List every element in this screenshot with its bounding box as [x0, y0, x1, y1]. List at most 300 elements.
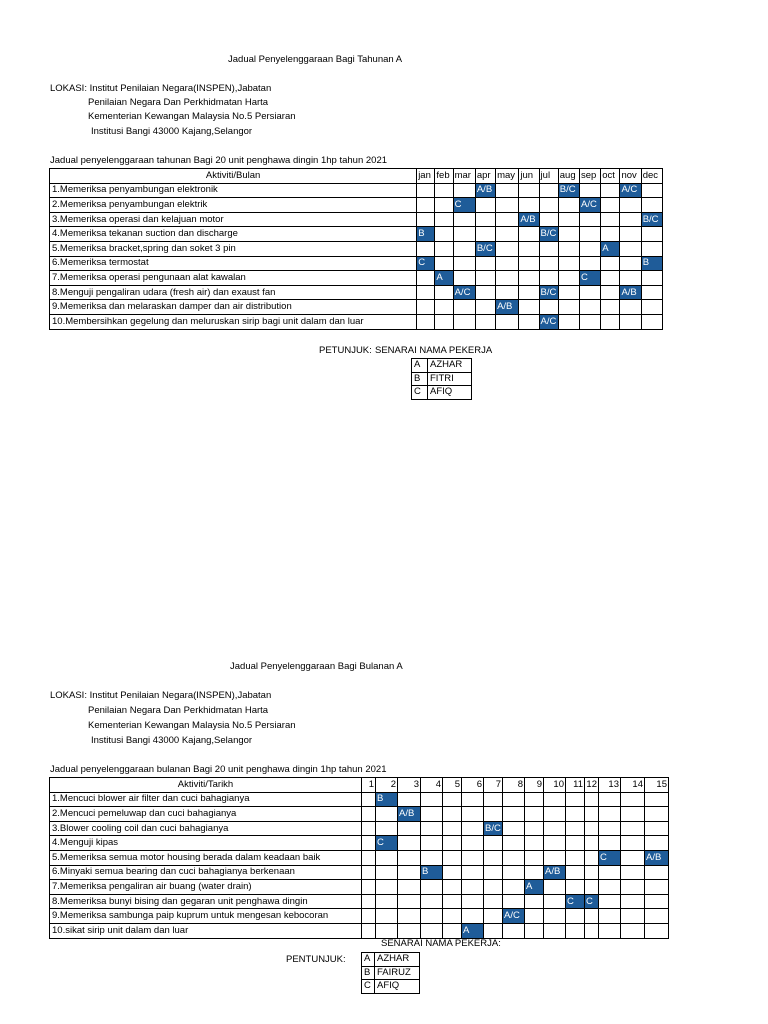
worker-code: C — [362, 980, 375, 994]
annual-empty-cell — [641, 285, 662, 300]
annual-assignment-cell: C — [580, 271, 601, 286]
monthly-empty-cell — [376, 880, 398, 895]
worker-name: FITRI — [428, 372, 472, 386]
monthly-empty-cell — [599, 880, 621, 895]
monthly-empty-cell — [503, 880, 525, 895]
annual-legend-label: PETUNJUK: — [319, 345, 372, 356]
worker-code: C — [412, 386, 428, 400]
monthly-empty-cell — [599, 792, 621, 807]
annual-assignment-cell: B — [641, 256, 662, 271]
annual-empty-cell — [475, 256, 495, 271]
monthly-empty-cell — [421, 894, 443, 909]
monthly-empty-cell — [503, 792, 525, 807]
table-row — [50, 865, 669, 880]
monthly-empty-cell — [621, 807, 645, 822]
annual-empty-cell — [435, 183, 453, 198]
table-row — [50, 241, 663, 256]
annual-empty-cell — [519, 271, 539, 286]
monthly-empty-cell — [544, 836, 566, 851]
annual-empty-cell — [475, 285, 495, 300]
monthly-empty-cell — [585, 821, 599, 836]
monthly-empty-cell — [621, 880, 645, 895]
monthly-empty-cell — [398, 850, 421, 865]
annual-empty-cell — [496, 227, 519, 242]
annual-empty-cell — [519, 256, 539, 271]
monthly-column-header: 1 — [362, 778, 376, 793]
annual-assignment-cell: B/C — [539, 227, 558, 242]
monthly-empty-cell — [462, 909, 484, 924]
monthly-empty-cell — [362, 792, 376, 807]
annual-activity-cell: 1.Memeriksa penyambungan elektronik — [50, 183, 417, 198]
monthly-empty-cell — [585, 880, 599, 895]
monthly-empty-cell — [376, 909, 398, 924]
monthly-assignment-cell: A/B — [645, 850, 669, 865]
annual-empty-cell — [539, 256, 558, 271]
monthly-empty-cell — [525, 850, 544, 865]
monthly-empty-cell — [525, 792, 544, 807]
monthly-empty-cell — [462, 821, 484, 836]
monthly-column-header: 5 — [443, 778, 462, 793]
annual-empty-cell — [496, 271, 519, 286]
list-item — [362, 980, 420, 994]
annual-empty-cell — [558, 314, 579, 329]
monthly-column-header: 9 — [525, 778, 544, 793]
monthly-empty-cell — [443, 807, 462, 822]
table-row — [50, 792, 669, 807]
annual-empty-cell — [601, 300, 620, 315]
monthly-empty-cell — [484, 880, 503, 895]
annual-empty-cell — [558, 256, 579, 271]
monthly-empty-cell — [566, 880, 585, 895]
monthly-empty-cell — [585, 836, 599, 851]
annual-empty-cell — [453, 227, 475, 242]
monthly-empty-cell — [544, 923, 566, 938]
annual-column-header: jul — [539, 169, 558, 184]
monthly-empty-cell — [362, 865, 376, 880]
monthly-column-header: 4 — [421, 778, 443, 793]
annual-empty-cell — [580, 256, 601, 271]
monthly-activity-cell: 5.Memeriksa semua motor housing berada dalam keadaan baik — [50, 850, 362, 865]
monthly-empty-cell — [462, 865, 484, 880]
monthly-empty-cell — [566, 850, 585, 865]
monthly-empty-cell — [645, 821, 669, 836]
monthly-title: Jadual Penyelenggaraan Bagi Bulanan A — [230, 661, 403, 672]
annual-empty-cell — [475, 314, 495, 329]
monthly-empty-cell — [443, 909, 462, 924]
monthly-empty-cell — [443, 850, 462, 865]
annual-schedule-table — [49, 168, 663, 330]
monthly-empty-cell — [544, 894, 566, 909]
monthly-schedule-table — [49, 777, 669, 939]
annual-column-header: feb — [435, 169, 453, 184]
monthly-empty-cell — [462, 836, 484, 851]
monthly-empty-cell — [398, 836, 421, 851]
monthly-empty-cell — [398, 792, 421, 807]
annual-empty-cell — [475, 227, 495, 242]
annual-empty-cell — [496, 241, 519, 256]
monthly-empty-cell — [566, 909, 585, 924]
annual-empty-cell — [435, 198, 453, 213]
annual-empty-cell — [601, 183, 620, 198]
annual-empty-cell — [519, 198, 539, 213]
annual-assignment-cell: B/C — [475, 241, 495, 256]
annual-title: Jadual Penyelenggaraan Bagi Tahunan A — [228, 54, 403, 65]
monthly-empty-cell — [362, 894, 376, 909]
monthly-empty-cell — [599, 807, 621, 822]
annual-empty-cell — [601, 271, 620, 286]
table-row — [50, 183, 663, 198]
annual-empty-cell — [496, 256, 519, 271]
annual-empty-cell — [519, 285, 539, 300]
list-item — [362, 966, 420, 980]
monthly-activity-header: Aktiviti/Tarikh — [50, 778, 362, 793]
monthly-empty-cell — [585, 923, 599, 938]
monthly-empty-cell — [462, 880, 484, 895]
annual-empty-cell — [435, 241, 453, 256]
monthly-column-header: 14 — [621, 778, 645, 793]
annual-assignment-cell: B/C — [539, 285, 558, 300]
annual-empty-cell — [417, 285, 435, 300]
monthly-empty-cell — [503, 807, 525, 822]
monthly-empty-cell — [503, 850, 525, 865]
monthly-empty-cell — [525, 923, 544, 938]
annual-empty-cell — [539, 198, 558, 213]
monthly-empty-cell — [621, 821, 645, 836]
monthly-assignment-cell: A/B — [544, 865, 566, 880]
annual-empty-cell — [496, 198, 519, 213]
monthly-empty-cell — [525, 807, 544, 822]
monthly-location-line-1: LOKASI: Institut Penilaian Negara(INSPEN),Jabatan — [50, 690, 272, 701]
monthly-empty-cell — [566, 792, 585, 807]
annual-empty-cell — [475, 271, 495, 286]
monthly-empty-cell — [599, 894, 621, 909]
table-row — [50, 880, 669, 895]
annual-empty-cell — [580, 314, 601, 329]
annual-empty-cell — [558, 212, 579, 227]
annual-empty-cell — [539, 271, 558, 286]
monthly-empty-cell — [362, 836, 376, 851]
annual-empty-cell — [641, 241, 662, 256]
annual-empty-cell — [435, 300, 453, 315]
table-row — [50, 850, 669, 865]
annual-empty-cell — [580, 285, 601, 300]
monthly-empty-cell — [421, 850, 443, 865]
annual-empty-cell — [453, 300, 475, 315]
annual-assignment-cell: C — [453, 198, 475, 213]
monthly-empty-cell — [362, 923, 376, 938]
annual-empty-cell — [435, 256, 453, 271]
annual-empty-cell — [601, 198, 620, 213]
annual-empty-cell — [539, 212, 558, 227]
annual-location-line-2: Penilaian Negara Dan Perkhidmatan Harta — [88, 97, 269, 108]
monthly-activity-cell: 2.Mencuci pemeluwap dan cuci bahagianya — [50, 807, 362, 822]
monthly-assignment-cell: C — [376, 836, 398, 851]
monthly-empty-cell — [443, 836, 462, 851]
worker-name: FAIRUZ — [375, 966, 420, 980]
monthly-empty-cell — [585, 865, 599, 880]
annual-column-header: jan — [417, 169, 435, 184]
annual-activity-cell: 7.Memeriksa operasi pengunaan alat kawalan — [50, 271, 417, 286]
monthly-empty-cell — [645, 909, 669, 924]
annual-activity-header: Aktiviti/Bulan — [50, 169, 417, 184]
monthly-empty-cell — [421, 909, 443, 924]
monthly-empty-cell — [503, 836, 525, 851]
annual-empty-cell — [580, 227, 601, 242]
monthly-empty-cell — [484, 850, 503, 865]
annual-empty-cell — [539, 183, 558, 198]
annual-empty-cell — [641, 300, 662, 315]
annual-empty-cell — [519, 241, 539, 256]
table-row — [50, 314, 663, 329]
annual-assignment-cell: B/C — [641, 212, 662, 227]
annual-empty-cell — [601, 227, 620, 242]
monthly-empty-cell — [585, 909, 599, 924]
monthly-empty-cell — [566, 836, 585, 851]
monthly-empty-cell — [544, 807, 566, 822]
annual-empty-cell — [620, 314, 641, 329]
annual-empty-cell — [620, 241, 641, 256]
annual-empty-cell — [417, 183, 435, 198]
monthly-column-header: 11 — [566, 778, 585, 793]
monthly-column-header: 7 — [484, 778, 503, 793]
monthly-empty-cell — [645, 807, 669, 822]
annual-empty-cell — [453, 271, 475, 286]
monthly-location-line-2: Penilaian Negara Dan Perkhidmatan Harta — [88, 705, 269, 716]
annual-empty-cell — [519, 300, 539, 315]
annual-activity-cell: 5.Memeriksa bracket,spring dan soket 3 pin — [50, 241, 417, 256]
annual-empty-cell — [435, 285, 453, 300]
annual-location-line-3: Kementerian Kewangan Malaysia No.5 Persiaran — [88, 111, 296, 122]
monthly-empty-cell — [443, 923, 462, 938]
annual-legend-title: SENARAI NAMA PEKERJA — [375, 345, 493, 356]
annual-empty-cell — [453, 212, 475, 227]
monthly-empty-cell — [599, 923, 621, 938]
annual-empty-cell — [580, 212, 601, 227]
annual-column-header: may — [496, 169, 519, 184]
monthly-assignment-cell: A/B — [398, 807, 421, 822]
monthly-empty-cell — [376, 923, 398, 938]
monthly-empty-cell — [484, 865, 503, 880]
annual-empty-cell — [601, 256, 620, 271]
monthly-empty-cell — [398, 923, 421, 938]
monthly-empty-cell — [599, 821, 621, 836]
monthly-empty-cell — [421, 836, 443, 851]
annual-empty-cell — [519, 183, 539, 198]
monthly-column-header: 6 — [462, 778, 484, 793]
monthly-empty-cell — [585, 850, 599, 865]
monthly-empty-cell — [525, 909, 544, 924]
annual-worker-list — [411, 358, 472, 400]
monthly-empty-cell — [544, 821, 566, 836]
annual-empty-cell — [475, 300, 495, 315]
annual-assignment-cell: A/B — [475, 183, 495, 198]
monthly-empty-cell — [362, 821, 376, 836]
monthly-activity-cell: 6.Minyaki semua bearing dan cuci bahagianya berkenaan — [50, 865, 362, 880]
list-item — [412, 386, 472, 400]
annual-empty-cell — [641, 183, 662, 198]
annual-empty-cell — [601, 285, 620, 300]
annual-activity-cell: 6.Memeriksa termostat — [50, 256, 417, 271]
annual-assignment-cell: C — [417, 256, 435, 271]
worker-name: AFIQ — [428, 386, 472, 400]
monthly-legend-title: SENARAI NAMA PEKERJA: — [381, 938, 501, 949]
monthly-empty-cell — [362, 909, 376, 924]
monthly-empty-cell — [503, 894, 525, 909]
monthly-assignment-cell: C — [585, 894, 599, 909]
monthly-empty-cell — [362, 807, 376, 822]
annual-empty-cell — [453, 314, 475, 329]
monthly-empty-cell — [376, 865, 398, 880]
monthly-empty-cell — [544, 880, 566, 895]
annual-empty-cell — [539, 300, 558, 315]
monthly-empty-cell — [376, 807, 398, 822]
monthly-worker-list — [361, 952, 420, 994]
annual-empty-cell — [641, 198, 662, 213]
monthly-empty-cell — [421, 880, 443, 895]
monthly-empty-cell — [621, 909, 645, 924]
annual-column-header: mar — [453, 169, 475, 184]
monthly-caption: Jadual penyelenggaraan bulanan Bagi 20 unit penghawa dingin 1hp tahun 2021 — [50, 764, 387, 775]
annual-empty-cell — [475, 198, 495, 213]
annual-location-line-1: LOKASI: Institut Penilaian Negara(INSPEN),Jabatan — [50, 83, 272, 94]
annual-empty-cell — [641, 314, 662, 329]
monthly-empty-cell — [544, 792, 566, 807]
annual-column-header: oct — [601, 169, 620, 184]
annual-empty-cell — [475, 212, 495, 227]
worker-name: AFIQ — [375, 980, 420, 994]
annual-empty-cell — [539, 241, 558, 256]
table-row — [50, 212, 663, 227]
monthly-empty-cell — [503, 821, 525, 836]
annual-empty-cell — [435, 212, 453, 227]
annual-activity-cell: 4.Memeriksa tekanan suction dan discharge — [50, 227, 417, 242]
monthly-empty-cell — [645, 865, 669, 880]
annual-assignment-cell: A/B — [519, 212, 539, 227]
annual-activity-cell: 8.Menguji pengaliran udara (fresh air) dan exaust fan — [50, 285, 417, 300]
monthly-empty-cell — [398, 880, 421, 895]
list-item — [412, 359, 472, 373]
monthly-empty-cell — [525, 865, 544, 880]
monthly-empty-cell — [585, 807, 599, 822]
annual-empty-cell — [580, 183, 601, 198]
monthly-empty-cell — [462, 894, 484, 909]
table-row — [50, 923, 669, 938]
monthly-empty-cell — [421, 792, 443, 807]
annual-empty-cell — [558, 227, 579, 242]
annual-assignment-cell: A/C — [453, 285, 475, 300]
monthly-empty-cell — [544, 850, 566, 865]
monthly-empty-cell — [376, 850, 398, 865]
monthly-empty-cell — [566, 923, 585, 938]
annual-empty-cell — [496, 183, 519, 198]
monthly-empty-cell — [484, 894, 503, 909]
monthly-empty-cell — [362, 880, 376, 895]
monthly-empty-cell — [599, 836, 621, 851]
annual-assignment-cell: A — [435, 271, 453, 286]
monthly-empty-cell — [525, 821, 544, 836]
monthly-column-header: 3 — [398, 778, 421, 793]
annual-empty-cell — [417, 241, 435, 256]
monthly-empty-cell — [645, 836, 669, 851]
annual-empty-cell — [601, 212, 620, 227]
monthly-legend-label: PENTUNJUK: — [286, 954, 346, 965]
annual-column-header: dec — [641, 169, 662, 184]
annual-empty-cell — [417, 314, 435, 329]
table-row — [50, 807, 669, 822]
annual-empty-cell — [435, 227, 453, 242]
monthly-empty-cell — [443, 821, 462, 836]
annual-empty-cell — [580, 300, 601, 315]
monthly-empty-cell — [621, 792, 645, 807]
monthly-empty-cell — [525, 894, 544, 909]
monthly-empty-cell — [421, 821, 443, 836]
monthly-assignment-cell: B/C — [484, 821, 503, 836]
monthly-empty-cell — [621, 865, 645, 880]
annual-assignment-cell: A — [601, 241, 620, 256]
annual-location-line-4: Institusi Bangi 43000 Kajang,Selangor — [91, 126, 253, 137]
monthly-activity-cell: 9.Memeriksa sambunga paip kuprum untuk mengesan kebocoran — [50, 909, 362, 924]
monthly-activity-cell: 7.Memeriksa pengaliran air buang (water drain) — [50, 880, 362, 895]
monthly-empty-cell — [398, 894, 421, 909]
annual-activity-cell: 2.Memeriksa penyambungan elektrik — [50, 198, 417, 213]
monthly-empty-cell — [462, 807, 484, 822]
annual-assignment-cell: A/B — [496, 300, 519, 315]
monthly-location-line-3: Kementerian Kewangan Malaysia No.5 Persiaran — [88, 720, 296, 731]
annual-empty-cell — [558, 271, 579, 286]
list-item — [412, 372, 472, 386]
annual-activity-cell: 3.Memeriksa operasi dan kelajuan motor — [50, 212, 417, 227]
monthly-empty-cell — [585, 792, 599, 807]
monthly-empty-cell — [443, 865, 462, 880]
monthly-empty-cell — [544, 909, 566, 924]
annual-empty-cell — [496, 212, 519, 227]
monthly-activity-cell: 3.Blower cooling coil dan cuci bahagianya — [50, 821, 362, 836]
monthly-empty-cell — [503, 923, 525, 938]
annual-assignment-cell: B — [417, 227, 435, 242]
monthly-empty-cell — [443, 880, 462, 895]
monthly-assignment-cell: A — [462, 923, 484, 938]
annual-empty-cell — [620, 271, 641, 286]
annual-empty-cell — [496, 314, 519, 329]
monthly-empty-cell — [443, 894, 462, 909]
list-item — [362, 953, 420, 967]
monthly-empty-cell — [599, 909, 621, 924]
monthly-empty-cell — [484, 792, 503, 807]
monthly-column-header: 15 — [645, 778, 669, 793]
monthly-empty-cell — [398, 865, 421, 880]
monthly-activity-cell: 8.Memeriksa bunyi bising dan gegaran unit penghawa dingin — [50, 894, 362, 909]
monthly-assignment-cell: A — [525, 880, 544, 895]
monthly-column-header: 10 — [544, 778, 566, 793]
monthly-assignment-cell: A/C — [503, 909, 525, 924]
annual-empty-cell — [558, 285, 579, 300]
table-row — [50, 894, 669, 909]
monthly-empty-cell — [503, 865, 525, 880]
monthly-empty-cell — [362, 850, 376, 865]
annual-empty-cell — [496, 285, 519, 300]
annual-empty-cell — [620, 212, 641, 227]
annual-empty-cell — [435, 314, 453, 329]
worker-code: B — [362, 966, 375, 980]
annual-empty-cell — [641, 271, 662, 286]
annual-empty-cell — [558, 300, 579, 315]
monthly-empty-cell — [484, 836, 503, 851]
annual-column-header: sep — [580, 169, 601, 184]
annual-activity-cell: 10.Membersihkan gegelung dan meluruskan sirip bagi unit dalam dan luar — [50, 314, 417, 329]
monthly-empty-cell — [376, 894, 398, 909]
monthly-empty-cell — [621, 836, 645, 851]
annual-column-header: jun — [519, 169, 539, 184]
